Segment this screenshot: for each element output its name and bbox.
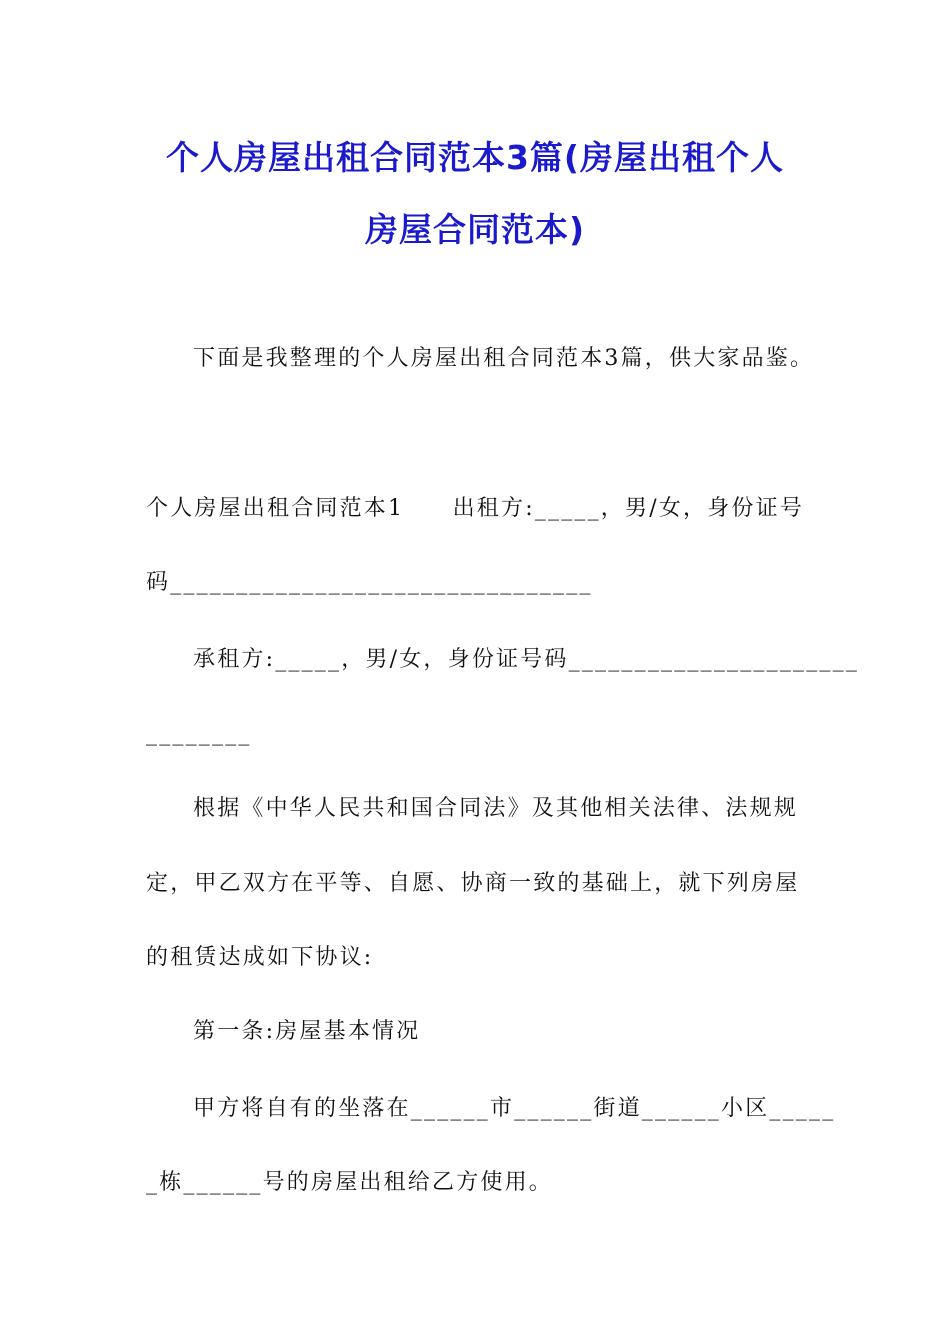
document-title-line-1: 个人房屋出租合同范本3篇(房屋出租个人	[165, 138, 785, 177]
property-location-line-2: _栋______号的房屋出租给乙方使用。	[146, 1170, 554, 1195]
intro-paragraph: 下面是我整理的个人房屋出租合同范本3篇，供大家品鉴。	[193, 346, 815, 371]
lessee-id-number-line: ________	[146, 721, 252, 746]
legal-basis-line-1: 根据《中华人民共和国合同法》及其他相关法律、法规规	[193, 796, 799, 821]
legal-basis-line-2: 定，甲乙双方在平等、自愿、协商一致的基础上，就下列房屋	[146, 871, 800, 896]
document-title-line-2: 房屋合同范本)	[364, 210, 586, 249]
article-1-heading: 第一条:房屋基本情况	[193, 1019, 421, 1044]
contract-1-lessor-line: 个人房屋出租合同范本1 出租方:_____，男/女，身份证号	[146, 496, 805, 521]
lessee-line: 承租方:_____，男/女，身份证号码______________________	[193, 647, 860, 672]
property-location-line-1: 甲方将自有的坐落在______市______街道______小区_____	[193, 1096, 836, 1121]
legal-basis-line-3: 的租赁达成如下协议:	[146, 945, 374, 970]
lessor-id-number-line: 码________________________________	[146, 570, 593, 595]
